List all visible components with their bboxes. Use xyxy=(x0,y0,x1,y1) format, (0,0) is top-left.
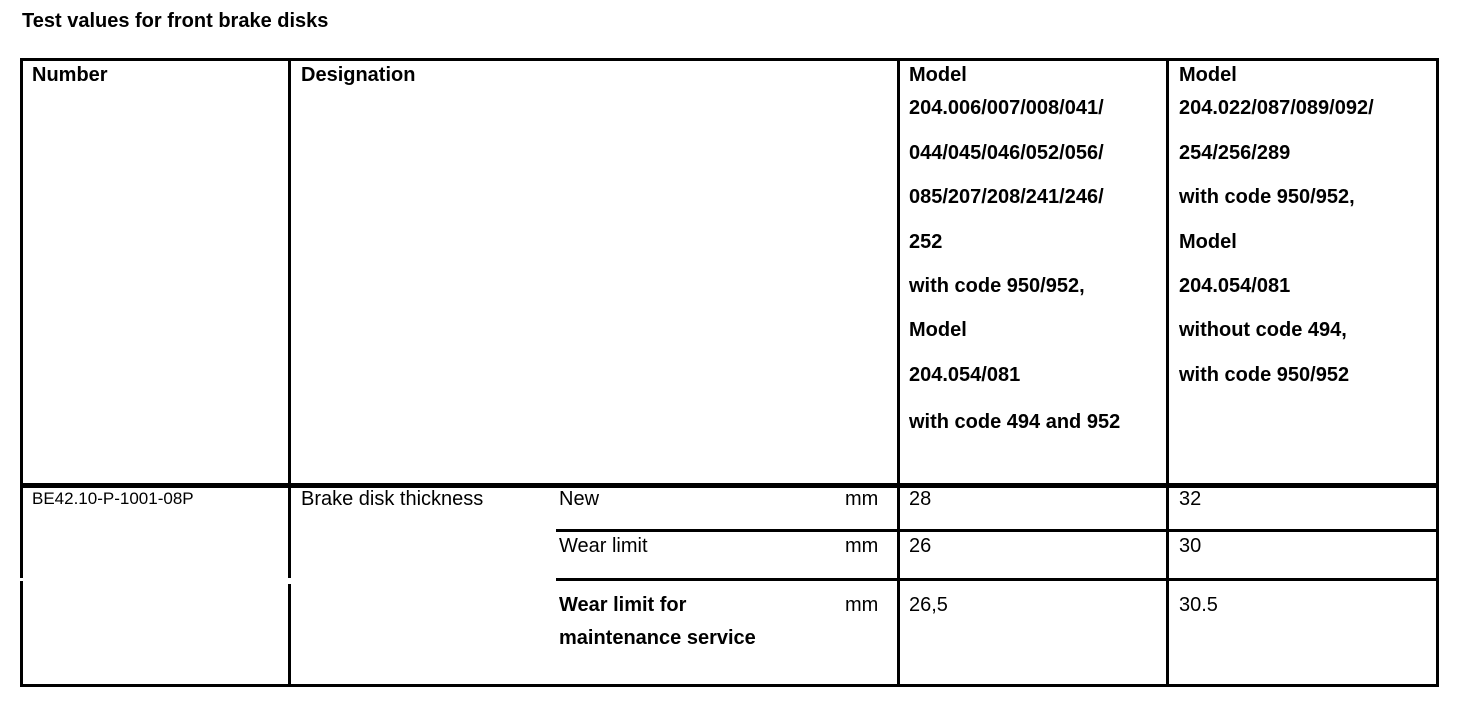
row-maintenance-model-a: 26,5 xyxy=(909,594,948,616)
header-model-a-line: 044/045/046/052/056/ xyxy=(909,142,1104,164)
row-separator-2 xyxy=(556,578,1439,581)
table-border-top xyxy=(20,58,1439,61)
header-model-b-line: 204.054/081 xyxy=(1179,275,1291,297)
row-wear-limit-label: Wear limit xyxy=(559,535,648,557)
header-model-b-line: with code 950/952, xyxy=(1179,186,1355,208)
gap-mark-mid xyxy=(291,578,556,581)
table-border-left xyxy=(20,58,23,687)
header-model-b-line: 254/256/289 xyxy=(1179,142,1291,164)
divider-designation-model-a xyxy=(897,58,900,687)
row-new-model-b: 32 xyxy=(1179,488,1202,510)
test-values-table xyxy=(20,58,1439,687)
row-new-label: New xyxy=(559,488,600,510)
row-maintenance-label-line2: maintenance service xyxy=(559,627,756,649)
header-model-b-line: Model xyxy=(1179,64,1237,86)
header-designation: Designation xyxy=(301,64,416,86)
row-wear-limit-model-b: 30 xyxy=(1179,535,1202,557)
row-separator-1 xyxy=(556,529,1439,532)
row-maintenance-label-line1: Wear limit for xyxy=(559,594,687,616)
page-title: Test values for front brake disks xyxy=(22,10,329,32)
table-border-right xyxy=(1436,58,1439,687)
header-model-b-line: 204.022/087/089/092/ xyxy=(1179,97,1374,119)
header-model-b-line: without code 494, xyxy=(1179,319,1347,341)
header-number: Number xyxy=(32,64,108,86)
header-separator xyxy=(20,483,1439,488)
header-model-a-line: 204.054/081 xyxy=(909,364,1021,386)
header-model-a-line: Model xyxy=(909,64,967,86)
header-model-a-line: Model xyxy=(909,319,967,341)
row-wear-limit-unit: mm xyxy=(845,535,879,557)
divider-number-designation xyxy=(288,58,291,687)
header-model-a-line: 252 xyxy=(909,231,943,253)
row-new-unit: mm xyxy=(845,488,879,510)
header-model-b-line: with code 950/952 xyxy=(1179,364,1350,386)
header-model-b-line: Model xyxy=(1179,231,1237,253)
designation-value: Brake disk thickness xyxy=(301,488,484,510)
row-wear-limit-model-a: 26 xyxy=(909,535,932,557)
table-border-bottom xyxy=(20,684,1439,687)
header-model-a-line: 204.006/007/008/041/ xyxy=(909,97,1104,119)
divider-model-a-model-b xyxy=(1166,58,1169,687)
header-model-a-line: 085/207/208/241/246/ xyxy=(909,186,1104,208)
row-maintenance-unit: mm xyxy=(845,594,879,616)
gap-mark-left xyxy=(20,578,288,581)
header-model-a-line: with code 950/952, xyxy=(909,275,1085,297)
row-maintenance-model-b: 30.5 xyxy=(1179,594,1218,616)
row-new-model-a: 28 xyxy=(909,488,932,510)
number-value: BE42.10-P-1001-08P xyxy=(32,489,194,508)
header-model-a-line: with code 494 and 952 xyxy=(909,411,1121,433)
